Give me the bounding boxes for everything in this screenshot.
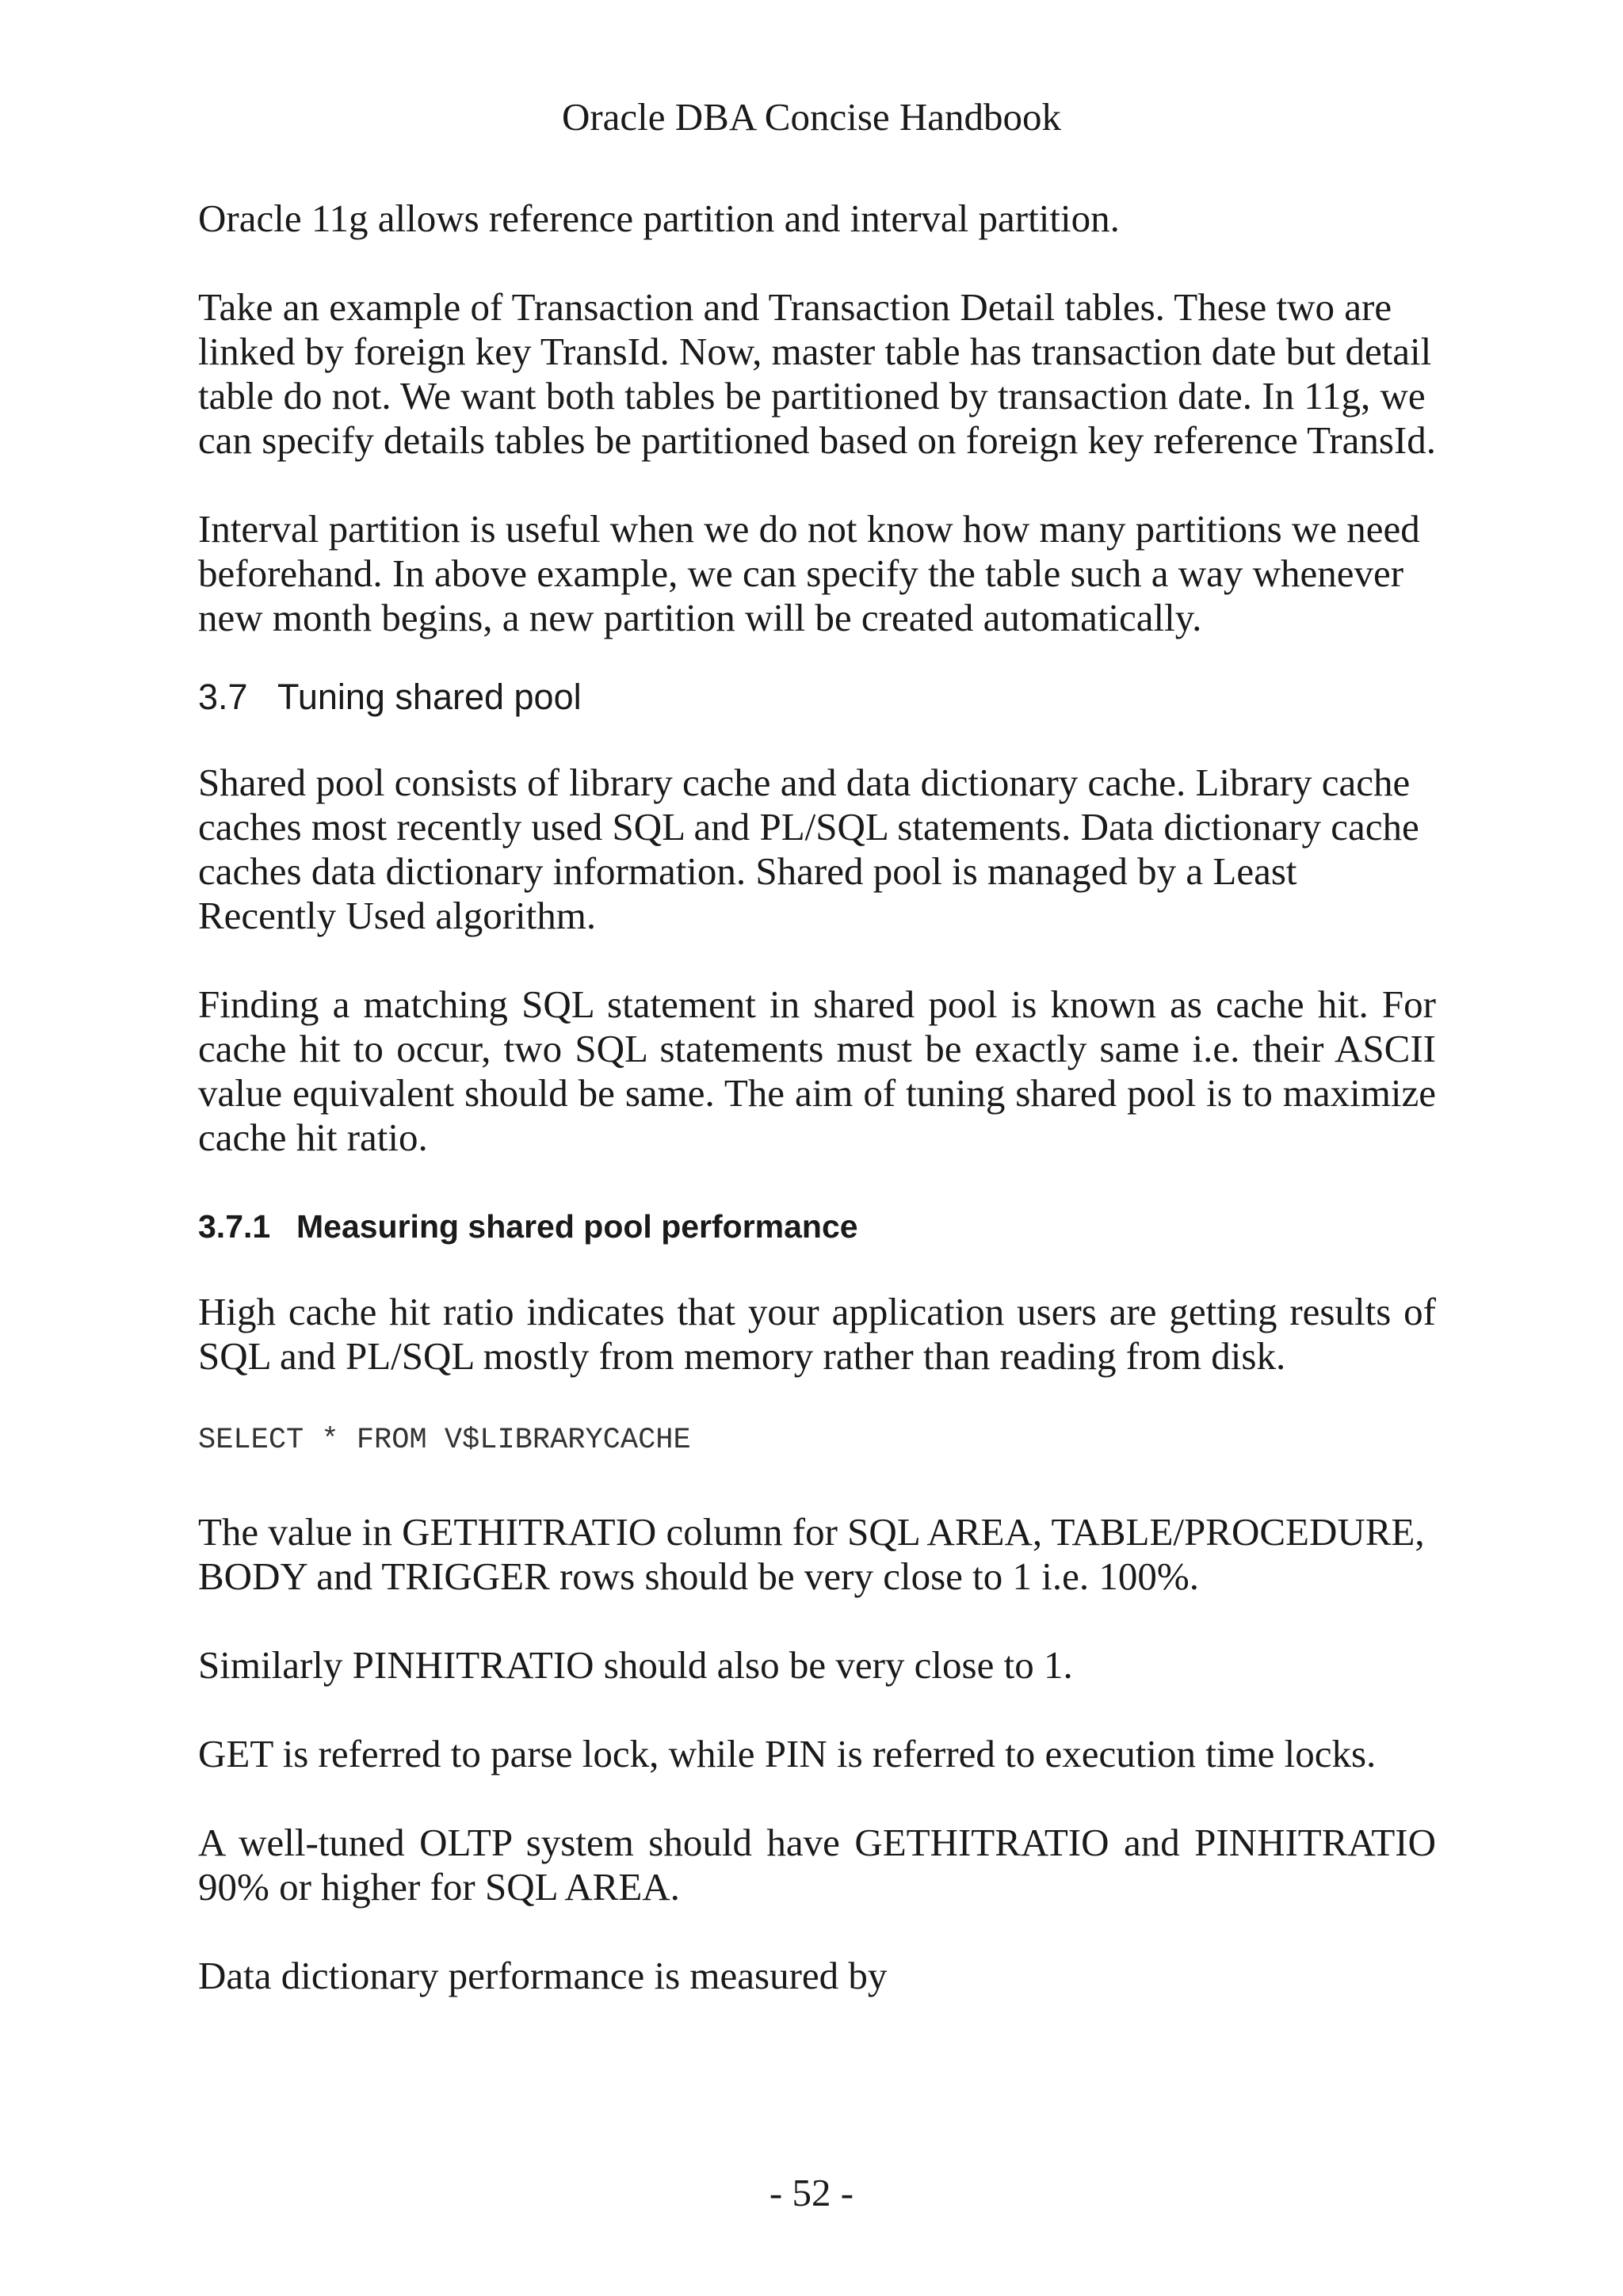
paragraph-get-pin: GET is referred to parse lock, while PIN is referred to execution time locks. bbox=[198, 1732, 1377, 1775]
paragraph-reference-partition: Take an example of Transaction and Transaction Detail tables. These two are linked by foreign key TransId. Now, master table has transaction date but detail table do not. We want both tables be partitioned by transaction date. In 11g, we can specify details tables be partitioned based on foreign key reference TransId. bbox=[198, 285, 1436, 462]
paragraph-pinhitratio: Similarly PINHITRATIO should also be very close to 1. bbox=[198, 1643, 1073, 1687]
paragraph-oltp: A well-tuned OLTP system should have GETHITRATIO and PINHITRATIO 90% or higher for SQL AREA. bbox=[198, 1821, 1436, 1909]
section-heading bbox=[198, 673, 1436, 721]
paragraph-data-dictionary: Data dictionary performance is measured by bbox=[198, 1954, 888, 1997]
paragraph-hit-ratio: High cache hit ratio indicates that your application users are getting results of SQL and PL/SQL mostly from memory rather than reading from disk. bbox=[198, 1290, 1436, 1378]
subsection-number: 3.7.1 bbox=[198, 1208, 271, 1245]
subsection-heading bbox=[198, 1204, 1436, 1249]
paragraph-cache-hit: Finding a matching SQL statement in shared pool is known as cache hit. For cache hit to occur, two SQL statements must be exactly same i.e. their ASCII value equivalent should be same. The aim of tuning shared pool is to maximize cache hit ratio. bbox=[198, 982, 1436, 1159]
paragraph-gethitratio: The value in GETHITRATIO column for SQL AREA, TABLE/PROCEDURE, BODY and TRIGGER rows should be very close to 1 i.e. 100%. bbox=[198, 1510, 1425, 1598]
section-title: Tuning shared pool bbox=[277, 677, 582, 717]
page-number: - 52 - bbox=[769, 2171, 854, 2214]
subsection-title: Measuring shared pool performance bbox=[296, 1208, 858, 1245]
paragraph-interval-partition: Interval partition is useful when we do not know how many partitions we need beforehand. In above example, we can specify the table such a way whenever new month begins, a new partition will be created automatically. bbox=[198, 507, 1420, 639]
paragraph-11g-partitions: Oracle 11g allows reference partition and interval partition. bbox=[198, 196, 1120, 240]
section-number: 3.7 bbox=[198, 677, 248, 717]
page-body bbox=[198, 196, 1436, 2042]
running-header: Oracle DBA Concise Handbook bbox=[561, 95, 1062, 139]
code-snippet: SELECT * FROM V$LIBRARYCACHE bbox=[198, 1424, 691, 1457]
paragraph-shared-pool: Shared pool consists of library cache and data dictionary cache. Library cache caches most recently used SQL and PL/SQL statements. Data dictionary cache caches data dictionary information. Shared pool is managed by a Least Recently Used algorithm. bbox=[198, 761, 1419, 937]
